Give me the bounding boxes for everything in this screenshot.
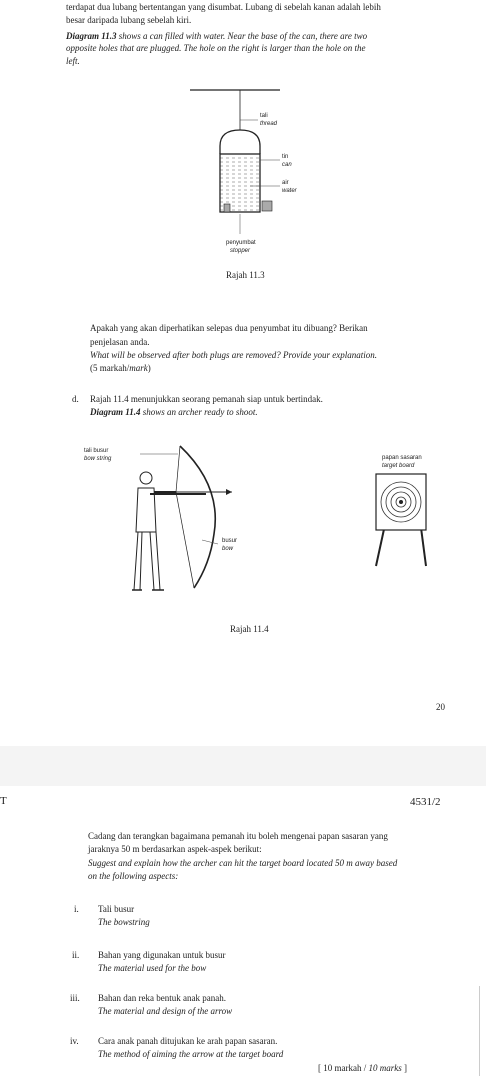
aspect-1-num: i. (74, 904, 79, 914)
question-c-marks (90, 363, 151, 375)
diagram-11-4-ref: Diagram 11.4 (90, 407, 141, 417)
label-tali-busur: tali busur (84, 448, 109, 454)
aspect-4-num: iv. (70, 1036, 79, 1046)
intro-en-line1-rest: shows a can filled with water. Near the base of the can, there are two (118, 31, 368, 41)
intro-ms-line2: besar daripada lubang sebelah kiri. (66, 15, 192, 25)
can-body (220, 154, 260, 212)
total-marks-suffix: ] (401, 1063, 407, 1073)
label-tin: tin (282, 154, 289, 160)
aspect-1-en: The bowstring (98, 917, 150, 927)
intro-ms-line1: terdapat dua lubang bertentangan yang disumbat. Lubang di sebelah kanan adalah lebih (66, 2, 381, 12)
archer-head (140, 472, 152, 484)
exam-page-2 (0, 786, 486, 1080)
caption-rajah-11-3: Rajah 11.3 (226, 270, 265, 280)
page-number: 20 (436, 702, 445, 712)
paper-code: 4531/2 (410, 796, 441, 808)
aspect-1-ms: Tali busur (98, 904, 135, 914)
bowstring-upper (176, 446, 180, 492)
label-busur: busur (222, 538, 238, 544)
label-air: air (282, 180, 289, 186)
intro-en-line3: left. (66, 56, 80, 66)
label-bow-string: bow string (84, 456, 112, 462)
diagram-11-4-archer (110, 440, 250, 610)
label-penyumbat: penyumbat (226, 240, 256, 246)
aspect-4-en: The method of aiming the arrow at the target board (98, 1049, 284, 1059)
aspect-3-en: The material and design of the arrow (98, 1006, 233, 1016)
total-marks-prefix: [ 10 markah / (318, 1063, 369, 1073)
large-stopper (262, 201, 272, 211)
task-ms-line2: jaraknya 50 m berdasarkan aspek-aspek berikut: (88, 844, 262, 854)
task-en-line1: Suggest and explain how the archer can hit the target board located 50 m away based (88, 858, 398, 868)
target-bullseye (399, 500, 403, 504)
arrowhead (226, 489, 232, 495)
bowstring-lower (176, 492, 194, 588)
small-stopper (224, 204, 230, 212)
bow (180, 446, 215, 588)
task-ms-line1: Cadang dan terangkan bagaimana pemanah itu boleh mengenai papan sasaran yang (88, 831, 388, 841)
marks-suffix: ) (147, 363, 151, 373)
caption-rajah-11-4: Rajah 11.4 (230, 624, 269, 634)
label-tali: tali (260, 113, 268, 119)
task-en-line2: on the following aspects: (88, 871, 179, 881)
aspect-2-num: ii. (72, 950, 80, 960)
question-c-en: What will be observed after both plugs are removed? Provide your explanation. (90, 350, 377, 360)
total-marks-en: 10 marks (368, 1063, 402, 1073)
question-d-ms: Rajah 11.4 menunjukkan seorang pemanah siap untuk bertindak. (90, 394, 323, 404)
aspect-2-ms: Bahan yang digunakan untuk busur (98, 950, 226, 960)
question-d-en (90, 407, 258, 419)
label-thread: thread (260, 121, 278, 127)
question-d-letter: d. (72, 394, 79, 404)
label-target-board: target board (382, 463, 415, 469)
bow-pointer (202, 540, 218, 544)
aspect-3-num: iii. (70, 993, 80, 1003)
page-separator (0, 746, 486, 786)
total-marks (318, 1063, 407, 1075)
intro-en-line1 (66, 31, 367, 43)
marks-prefix: (5 markah/ (90, 363, 130, 373)
right-margin-line (479, 986, 480, 1076)
left-margin-mark: T (0, 795, 7, 807)
aspect-2-en: The material used for the bow (98, 963, 207, 973)
archer-legs (134, 532, 160, 590)
intro-en-line2: opposite holes that are plugged. The hole on the right is larger than the hole on the (66, 43, 366, 53)
question-c-ms-line1: Apakah yang akan diperhatikan selepas dua penyumbat itu dibuang? Berikan (90, 323, 368, 333)
question-d-en-rest: shows an archer ready to shoot. (142, 407, 258, 417)
target-board-illustration (366, 470, 436, 570)
aspect-4-ms: Cara anak panah ditujukan ke arah papan sasaran. (98, 1036, 278, 1046)
label-can: can (282, 162, 292, 168)
can-dome (220, 130, 260, 154)
question-c-ms-line2: penjelasan anda. (90, 337, 150, 347)
label-water: water (282, 188, 297, 194)
aspect-3-ms: Bahan dan reka bentuk anak panah. (98, 993, 226, 1003)
label-papan-sasaran: papan sasaran (382, 455, 422, 461)
label-stopper: stopper (230, 248, 251, 254)
diagram-11-3-ref: Diagram 11.3 (66, 31, 117, 41)
marks-en: mark (129, 363, 148, 373)
label-bow: bow (222, 546, 234, 552)
